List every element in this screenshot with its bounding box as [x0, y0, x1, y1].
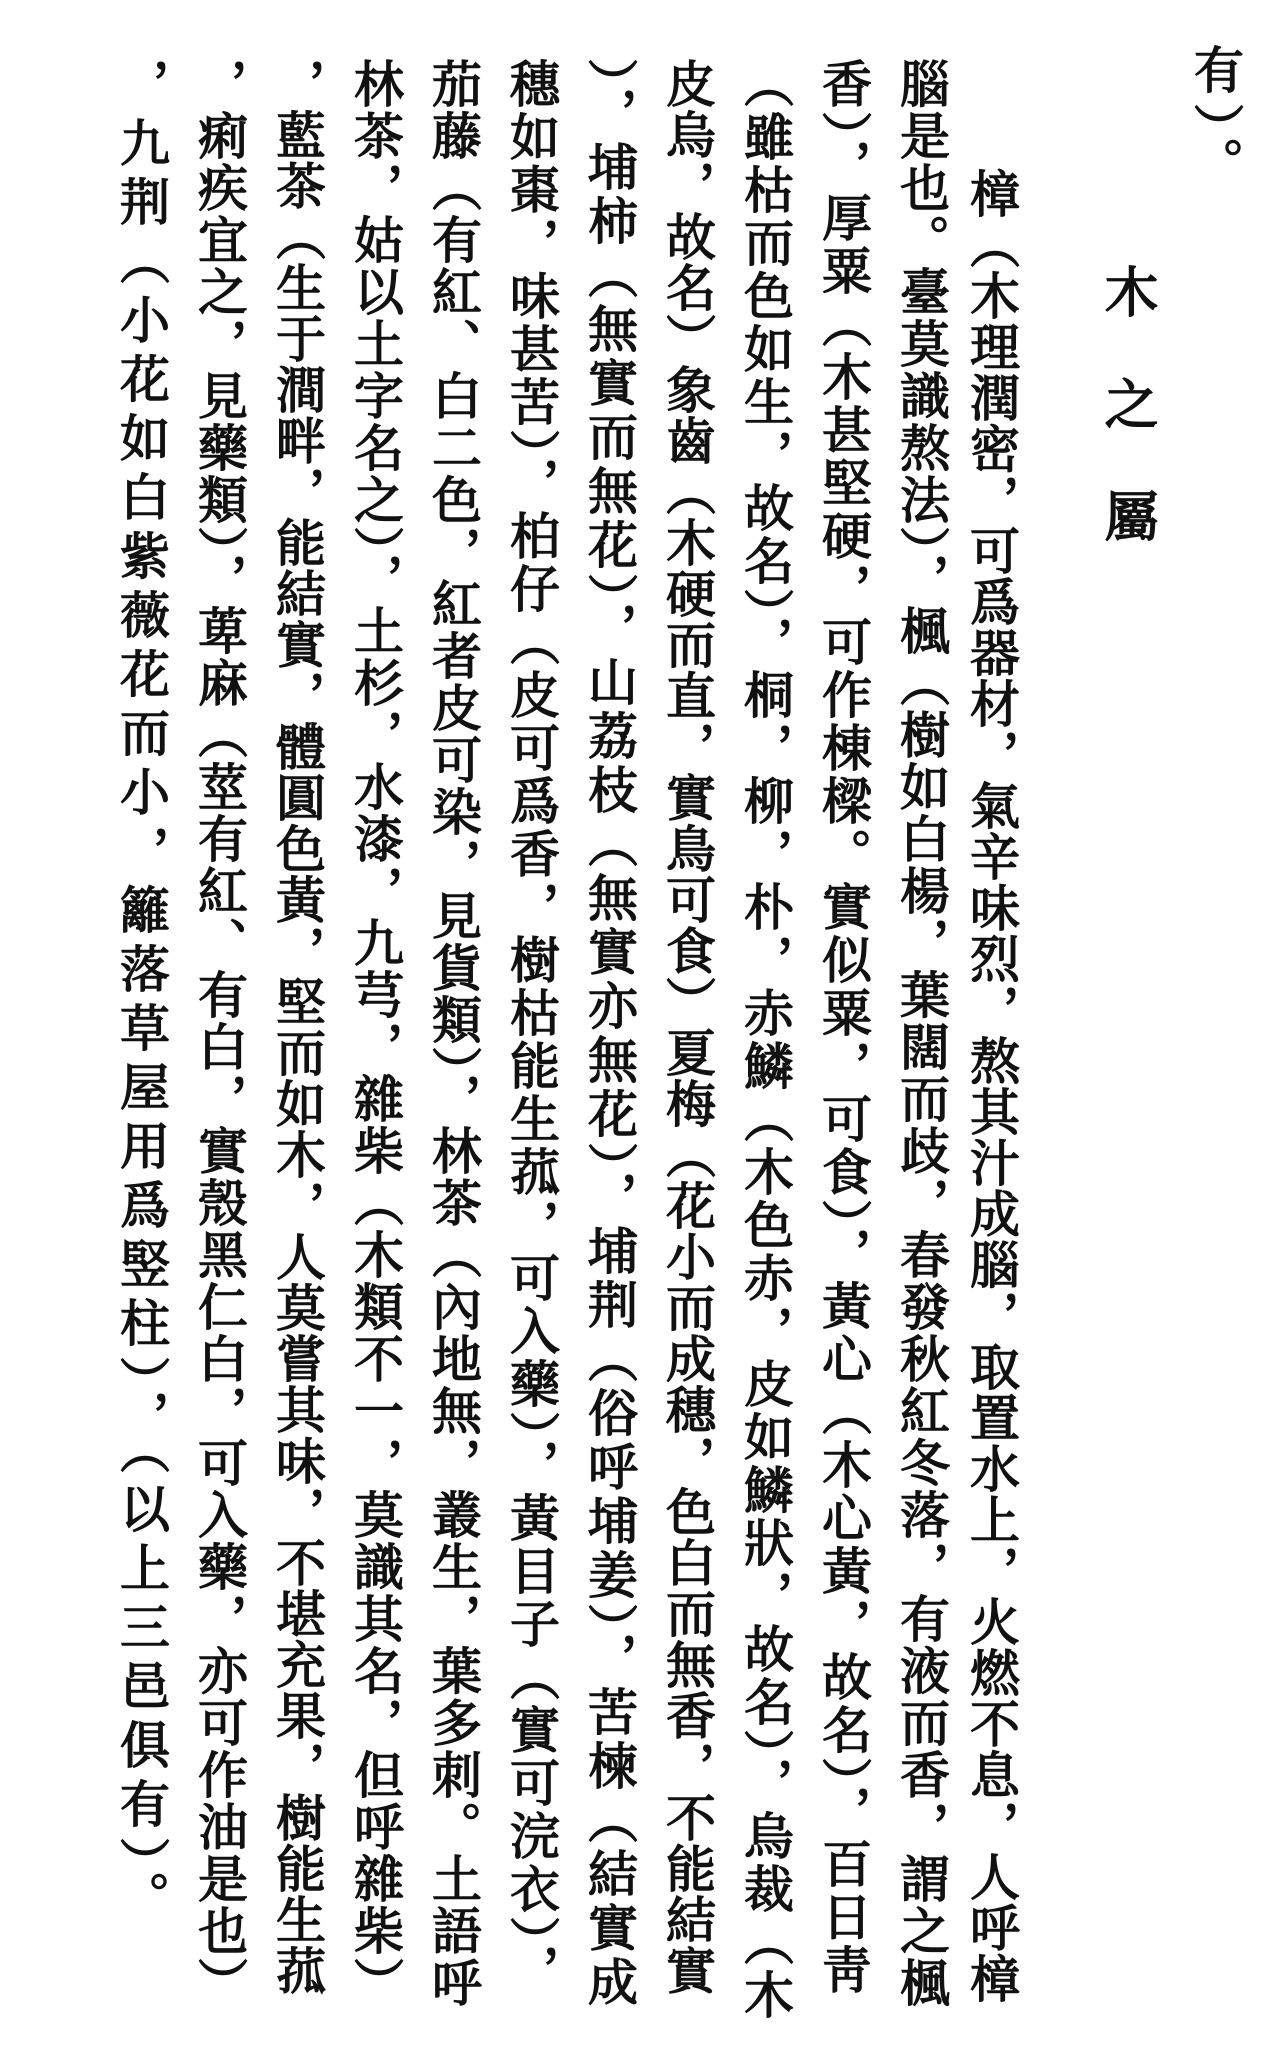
- text-column-13: ，痢疾宜之，見藥類），萆麻（莖有紅、有白，實殼黑仁白，可入藥，亦可作油是也）: [190, 58, 249, 2009]
- text-column-7: 皮烏，故名）象齒（木硬而直，實鳥可食）夏梅（花小而成穗，色白而無香，不能結實: [658, 58, 717, 1996]
- section-title: 木之屬: [1096, 264, 1160, 600]
- text-column-11: 林茶，姑以土字名之），土杉，水漆，九芎，雜柴（木類不一，莫識其名，但呼雜柴）: [346, 58, 405, 2009]
- text-column-12: ，藍茶（生于澗畔，能結實，體圓色黃，堅而如木，人莫嘗其味，不堪充果，樹能生菰: [268, 58, 327, 1996]
- text-column-9: 穗如棗，味甚苦），柏仔（皮可爲香，樹枯能生菰，可入藥），黃目子（實可浣衣），: [502, 58, 561, 1997]
- text-column-14: ，九荆（小花如白紫薇花而小，籬落草屋用爲竪柱），（以上三邑俱有）。: [112, 58, 171, 1930]
- text-column-4: 腦是也。臺莫識熬法），楓（樹如白楊，葉闊而歧，春發秋紅冬落，有液而香，謂之楓: [892, 58, 951, 2009]
- text-column-5: 香），厚粟（木甚堅硬，可作棟樑。實似粟，可食），黃心（木心黃，故名），百日靑: [814, 58, 873, 1997]
- text-column-8: ），埔柿（無實而無花），山荔枝（無實亦無花），埔荆（俗呼埔姜），苦楝（結實成: [580, 58, 639, 2010]
- text-column-1: 有）。: [1186, 44, 1245, 196]
- text-column-6: （雖枯而色如生，故名），桐，柳，朴，赤鱗（木色赤，皮如鱗狀，故名），烏裁（木: [736, 58, 795, 2022]
- text-column-10: 茄藤（有紅、白二色，紅者皮可染，見貨類），林茶（內地無，叢生，葉多刺。土語呼: [424, 58, 483, 2009]
- text-column-3: 樟（木理潤密，可爲器材，氣辛味烈，熬其汁成腦，取置水上，火燃不息，人呼樟: [962, 168, 1021, 2004]
